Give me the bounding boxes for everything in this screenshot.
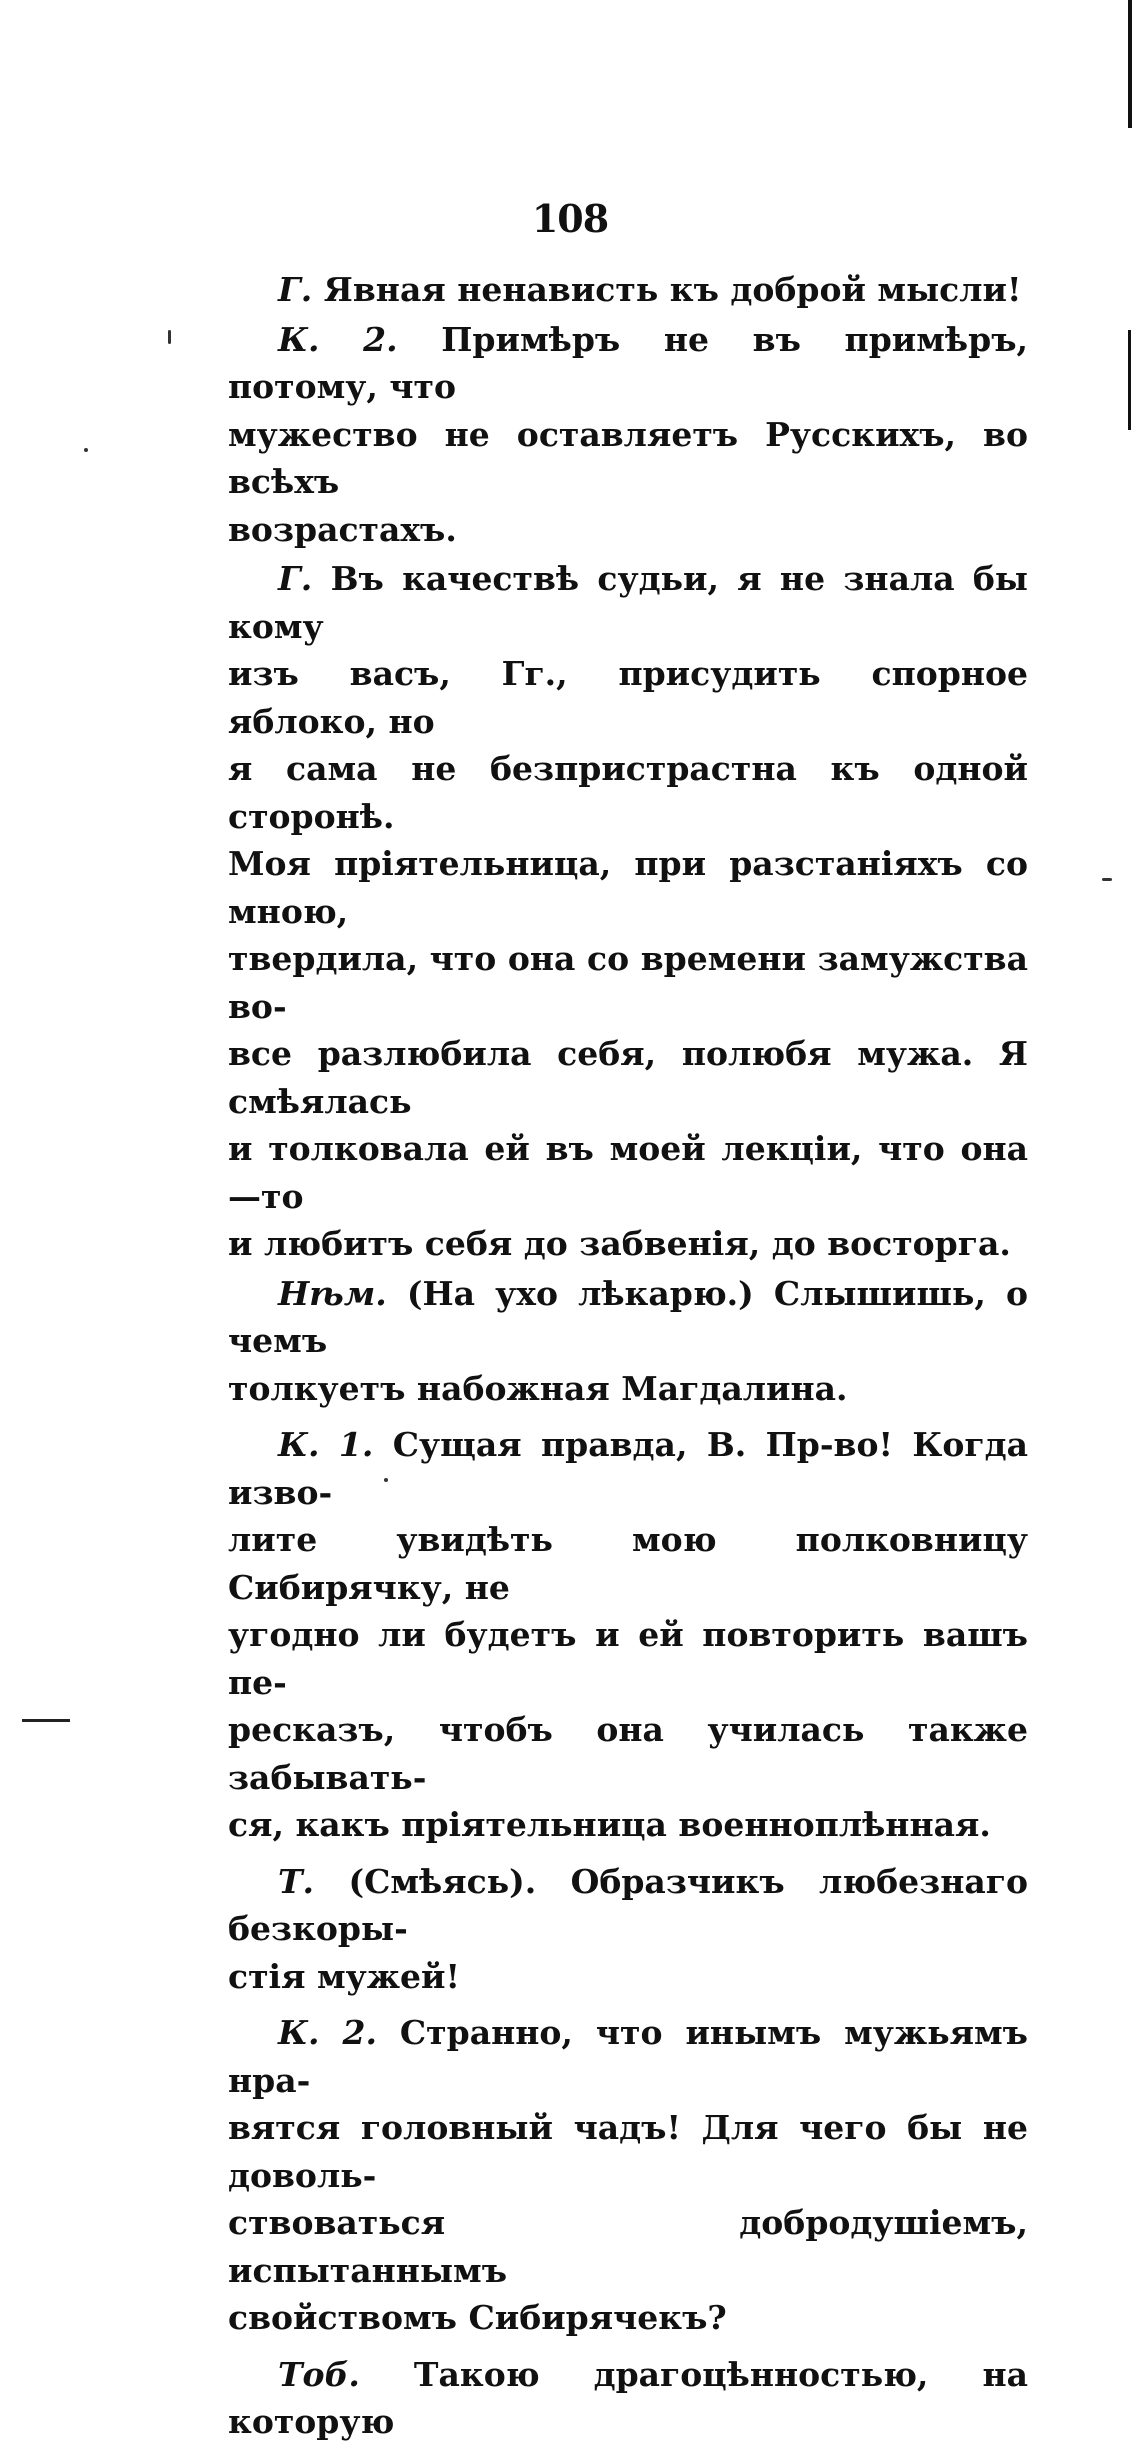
paragraph [228, 1270, 1028, 1413]
text-line: и любитъ себя до забвенія, до восторга. [228, 1224, 1011, 1263]
text-line: все разлюбила себя, полюбя мужа. Я смѣялась [228, 1034, 1028, 1121]
text-line: толкуетъ набожная Магдалина. [228, 1368, 848, 1408]
text-line: и толковала ей въ моей лекціи, что она—то [228, 1129, 1028, 1216]
text-line: стія мужей! [228, 1956, 461, 1996]
speaker-label: К. 2. [278, 319, 398, 359]
speaker-label: Г. [278, 559, 313, 598]
text-block [228, 266, 1028, 2448]
text-line: Въ качествѣ судьи, я не знала бы кому [228, 559, 1028, 646]
speaker-label: Тоб. [278, 2354, 360, 2394]
text-line: ся, какъ пріятельница военноплѣнная. [228, 1805, 991, 1844]
text-line: Такою драгоцѣнностью, на которую [228, 2354, 1028, 2441]
text-line: Моя пріятельница, при разстанiяхъ со мною, [228, 844, 1028, 931]
text-line: (Смѣясь). Образчикъ любезнаго безкоры- [228, 1861, 1028, 1948]
page-number: 108 [531, 196, 609, 241]
speaker-label: Нѣм. [278, 1273, 387, 1313]
text-line: вятся головный чадъ! Для чего бы не доволь- [228, 2108, 1028, 2195]
text-line: Примѣръ не въ примѣръ, потому, что [228, 319, 1029, 406]
speaker-label: Г. [278, 270, 313, 309]
text-line: (На ухо лѣкарю.) Слышишь, о чемъ [228, 1273, 1028, 1360]
speaker-label: Т. [278, 1861, 315, 1901]
paragraph [228, 2351, 1028, 2446]
paragraph [228, 2009, 1028, 2342]
paragraph [228, 1858, 1028, 2001]
speaker-label: К. 2. [278, 2013, 377, 2052]
scan-speck [1102, 878, 1112, 881]
scan-speck [84, 448, 88, 452]
text-line: лите увидѣть мою полковницу Сибирячку, не [228, 1520, 1028, 1607]
text-line: твердила, что она со времени замужства во- [228, 939, 1028, 1026]
text-line: ресказъ, чтобъ она училась также забывать- [228, 1710, 1028, 1797]
speaker-label: К. 1. [278, 1425, 374, 1464]
text-line: Странно, что инымъ мужьямъ нра- [228, 2013, 1028, 2100]
scan-speck [384, 1478, 388, 1482]
text-line: мужество не оставляетъ Русскихъ, во всѣхъ [228, 414, 1028, 501]
paragraph [228, 266, 1028, 314]
text-line: Явная ненависть къ доброй мысли! [323, 270, 1022, 309]
paragraph [228, 316, 1028, 554]
scan-edge-mark [22, 1719, 70, 1722]
paragraph [228, 1421, 1028, 1849]
scan-speck [168, 330, 171, 344]
text-line: Сущая правда, В. Пр-во! Когда изво- [228, 1425, 1028, 1512]
text-line: угодно ли будетъ и ей повторить вашъ пе- [228, 1615, 1028, 1702]
text-line: ствоваться добродушіемъ, испытаннымъ [228, 2203, 1028, 2290]
text-line: возрастахъ. [228, 509, 457, 549]
scan-edge-line [1128, 330, 1131, 430]
text-line: свойствомъ Сибирячекъ? [228, 2298, 727, 2337]
scan-edge-line [1128, 0, 1132, 128]
text-line: изъ васъ, Гг., присудить спорное яблоко, но [228, 654, 1028, 741]
text-line: я сама не безпристрастна къ одной сторонѣ. [228, 749, 1028, 836]
paragraph [228, 555, 1028, 1268]
